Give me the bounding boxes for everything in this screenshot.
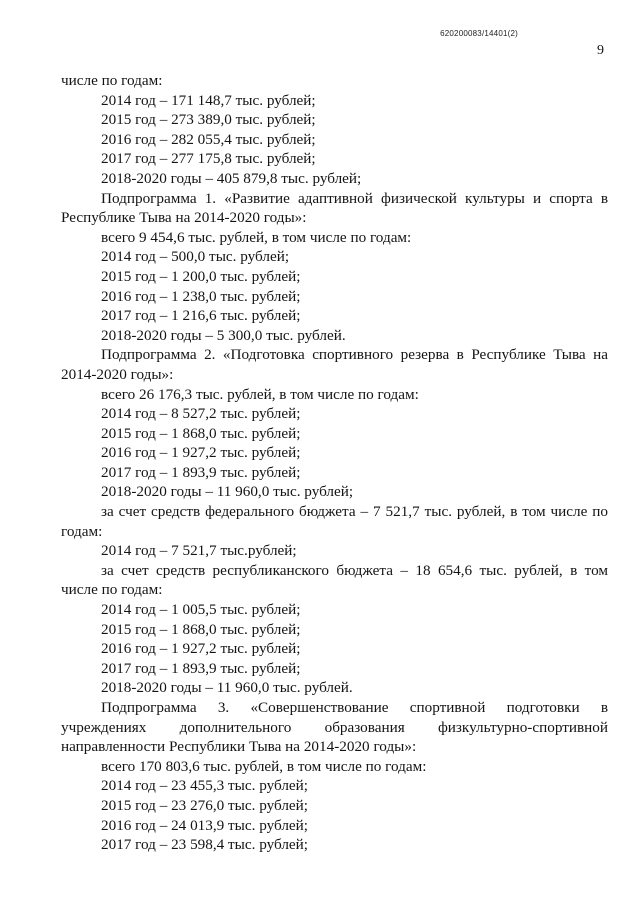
funding-line-2018-2020: 2018-2020 годы – 405 879,8 тыс. рублей; — [101, 169, 362, 187]
funding-line-2017: 2017 год – 1 893,9 тыс. рублей; — [101, 463, 301, 481]
funding-line-2014: 2014 год – 1 005,5 тыс. рублей; — [101, 601, 301, 619]
funding-line-2015: 2015 год – 23 276,0 тыс. рублей; — [101, 796, 309, 814]
document-code: 620200083/14401(2) — [440, 29, 518, 38]
funding-line-2018-2020: 2018-2020 годы – 11 960,0 тыс. рублей. — [101, 679, 353, 697]
subprogram-3-total: всего 170 803,6 тыс. рублей, в том числе по годам: — [101, 757, 427, 775]
republican-budget-paragraph: за счет средств республиканского бюджета – 18 654,6 тыс. рублей, в том числе по годам: — [61, 561, 608, 599]
funding-line-2016: 2016 год – 1 927,2 тыс. рублей; — [101, 444, 301, 462]
funding-line-2015: 2015 год – 1 200,0 тыс. рублей; — [101, 267, 301, 285]
funding-line-2014: 2014 год – 171 148,7 тыс. рублей; — [101, 91, 316, 109]
funding-line-2015: 2015 год – 1 868,0 тыс. рублей; — [101, 424, 301, 442]
document-body — [61, 71, 608, 855]
funding-line-2015: 2015 год – 1 868,0 тыс. рублей; — [101, 620, 301, 638]
federal-budget-paragraph: за счет средств федерального бюджета – 7 521,7 тыс. рублей, в том числе по годам: — [61, 503, 608, 540]
funding-line-2017: 2017 год – 23 598,4 тыс. рублей; — [101, 836, 309, 854]
subprogram-3-title: Подпрограмма 3. «Совершенствование спортивной подготовки в учреждениях дополнительного образования физкультурно-спортивной направленности Республики Тыва на 2014-2020 годы»: — [61, 699, 608, 756]
subprogram-2-title: Подпрограмма 2. «Подготовка спортивного резерва в Республике Тыва на 2014-2020 годы»: — [61, 346, 608, 383]
subprogram-1-title: Подпрограмма 1. «Развитие адаптивной физической культуры и спорта в Республике Тыва на 2014-2020 годы»: — [61, 189, 608, 227]
funding-line-2015: 2015 год – 273 389,0 тыс. рублей; — [101, 111, 316, 129]
funding-line-2016: 2016 год – 24 013,9 тыс. рублей; — [101, 816, 309, 834]
page-number: 9 — [597, 43, 604, 58]
funding-line-2014: 2014 год – 500,0 тыс. рублей; — [101, 248, 290, 266]
subprogram-1-total: всего 9 454,6 тыс. рублей, в том числе по годам: — [101, 228, 412, 246]
funding-line-2016: 2016 год – 1 927,2 тыс. рублей; — [101, 640, 301, 658]
funding-line-2014: 2014 год – 8 527,2 тыс. рублей; — [101, 405, 301, 423]
funding-line-2016: 2016 год – 1 238,0 тыс. рублей; — [101, 287, 301, 305]
funding-line-2017: 2017 год – 1 216,6 тыс. рублей; — [101, 307, 301, 325]
funding-line-2016: 2016 год – 282 055,4 тыс. рублей; — [101, 130, 316, 148]
funding-line-2014: 2014 год – 7 521,7 тыс.рублей; — [101, 542, 297, 560]
funding-line-2018-2020: 2018-2020 годы – 11 960,0 тыс. рублей; — [101, 483, 354, 501]
subprogram-2-total: всего 26 176,3 тыс. рублей, в том числе по годам: — [101, 385, 419, 403]
funding-line-2017: 2017 год – 277 175,8 тыс. рублей; — [101, 150, 316, 168]
funding-line-2018-2020: 2018-2020 годы – 5 300,0 тыс. рублей. — [101, 326, 346, 344]
funding-line-2017: 2017 год – 1 893,9 тыс. рублей; — [101, 659, 301, 677]
text-line: числе по годам: — [61, 72, 163, 89]
funding-line-2014: 2014 год – 23 455,3 тыс. рублей; — [101, 777, 309, 795]
